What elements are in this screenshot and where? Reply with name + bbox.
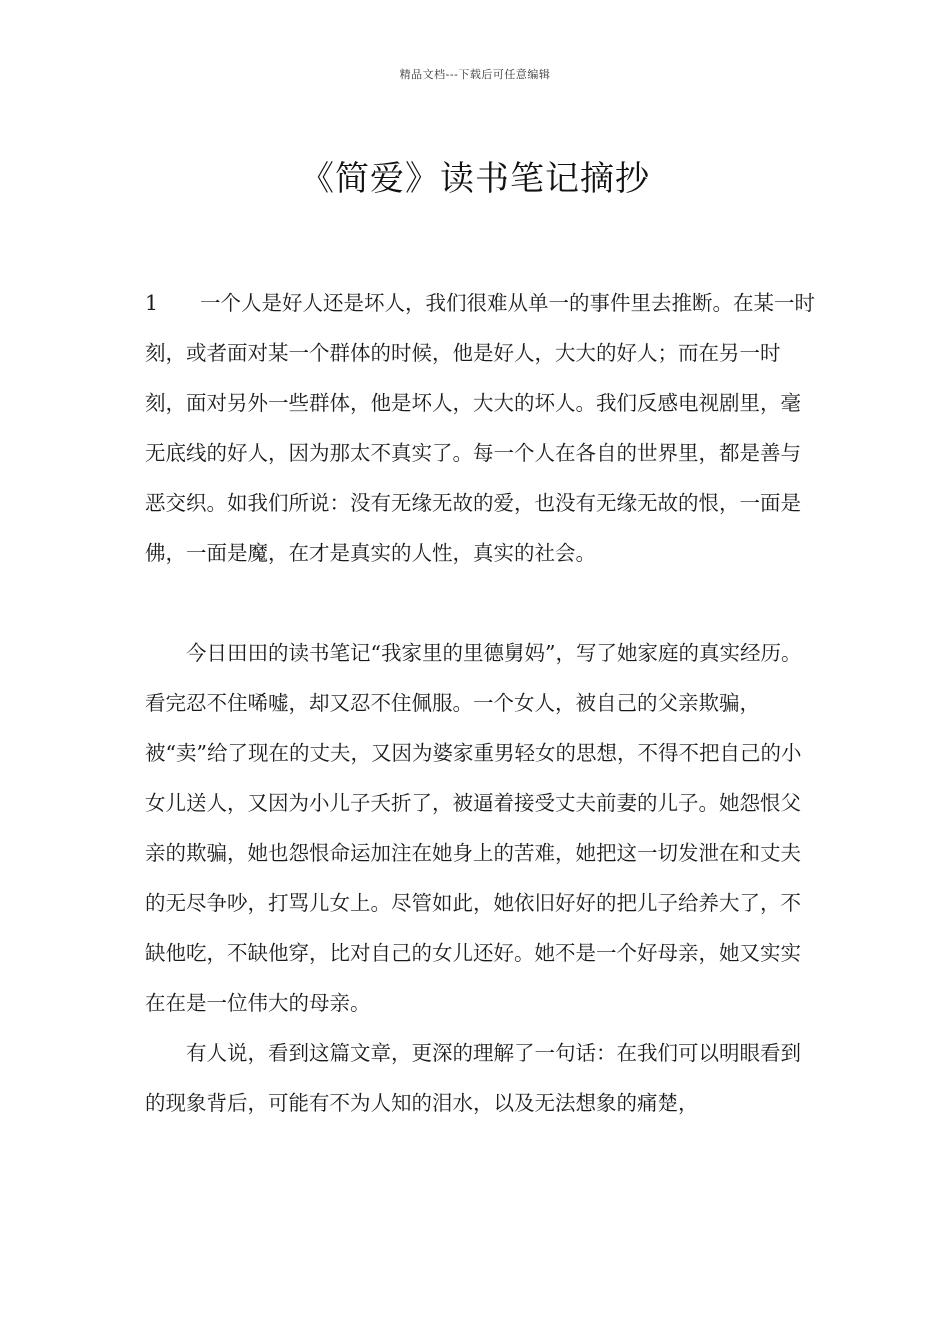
header-note: 精品文档---下载后可任意编辑 bbox=[399, 68, 551, 81]
document-body bbox=[145, 278, 817, 1128]
page-title: 《简爱》读书笔记摘抄 bbox=[300, 158, 650, 199]
paragraph-number: 1 bbox=[145, 291, 159, 315]
paragraph-2: 今日田田的读书笔记“我家里的里德舅妈”，写了她家庭的真实经历。看完忍不住唏嘘，却又忍不住佩服。一个女人，被自己的父亲欺骗，被“卖”给了现在的丈夫，又因为婆家重男轻女的思想，不得不把自己的小女儿送人，又因为小儿子夭折了，被逼着接受丈夫前妻的儿子。她怨恨父亲的欺骗，她也怨恨命运加注在她身上的苦难，她把这一切发泄在和丈夫的无尽争吵，打骂儿女上。尽管如此，她依旧好好的把儿子给养大了，不缺他吃，不缺他穿，比对自己的女儿还好。她不是一个好母亲，她又实实在在是一位伟大的母亲。 bbox=[145, 641, 802, 1015]
paragraph-3: 有人说，看到这篇文章，更深的理解了一句话：在我们可以明眼看到的现象背后，可能有不为人知的泪水，以及无法想象的痛楚， bbox=[145, 1041, 801, 1115]
paragraph-text: 一个人是好人还是坏人，我们很难从单一的事件里去推断。在某一时刻，或者面对某一个群体的时候，他是好人，大大的好人；而在另一时刻，面对另外一些群体，他是坏人，大大的坏人。我们反感电视剧里，毫无底线的好人，因为那太不真实了。每一个人在各自的世界里，都是善与恶交织。如我们所说：没有无缘无故的爱，也没有无缘无故的恨，一面是佛，一面是魔，在才是真实的人性，真实的社会。 bbox=[145, 291, 815, 565]
paragraph-1 bbox=[145, 278, 817, 578]
